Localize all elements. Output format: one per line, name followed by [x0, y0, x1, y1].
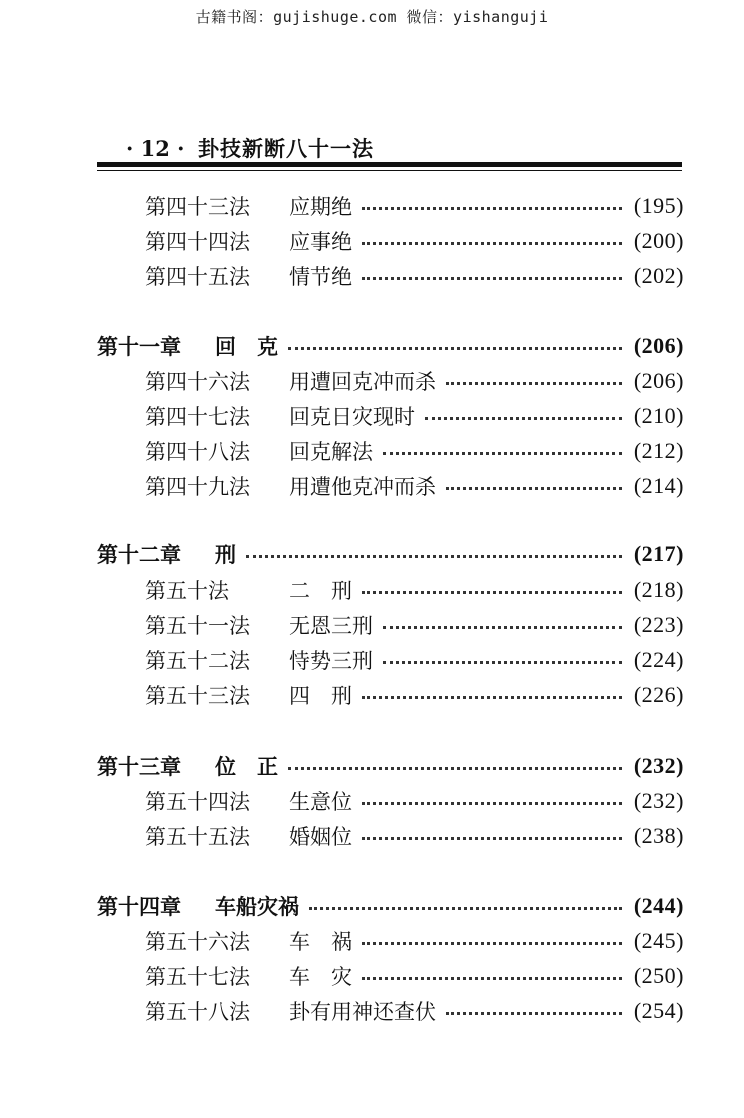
dot-leader — [362, 276, 622, 280]
toc-entry-law-48 — [145, 435, 684, 467]
dot-leader — [383, 660, 622, 664]
dot-leader — [362, 241, 622, 245]
book-title: 卦技新断八十一法 — [198, 136, 374, 161]
dot-leader — [362, 836, 622, 840]
dot-leader — [288, 346, 622, 350]
law-number: 第四十七法 — [145, 405, 250, 429]
toc-entry-chapter-14 — [97, 890, 684, 922]
toc-entry-law-47 — [145, 400, 684, 432]
chapter-title: 回 克 — [215, 334, 278, 359]
page-reference: (254) — [633, 998, 684, 1023]
law-number: 第四十三法 — [145, 195, 250, 219]
toc-entry-law-55 — [145, 820, 684, 852]
dot-leader — [362, 695, 622, 699]
law-title: 情节绝 — [289, 265, 352, 289]
dot-leader — [246, 554, 622, 558]
chapter-number: 第十一章 — [97, 334, 181, 359]
toc-entry-law-45 — [145, 260, 684, 292]
dot-leader — [309, 906, 622, 910]
chapter-title: 位 正 — [215, 754, 278, 779]
law-title: 生意位 — [289, 790, 352, 814]
toc-entry-law-51 — [145, 609, 684, 641]
watermark-text: 古籍书阁：gujishuge.com 微信：yishanguji — [195, 8, 549, 26]
law-number: 第五十五法 — [145, 825, 250, 849]
page-reference: (218) — [633, 577, 684, 602]
page-number: · 12 · — [126, 136, 185, 161]
law-number: 第四十八法 — [145, 440, 250, 464]
toc-entry-law-52 — [145, 644, 684, 676]
chapter-number: 第十二章 — [97, 542, 181, 567]
dot-leader — [446, 381, 622, 385]
law-title: 四 刑 — [289, 684, 352, 708]
page-reference: (224) — [633, 647, 684, 672]
law-number: 第五十八法 — [145, 1000, 250, 1024]
chapter-title: 刑 — [215, 542, 236, 567]
page-reference: (214) — [633, 473, 684, 498]
law-title: 用遭他克冲而杀 — [289, 475, 436, 499]
page-reference: (238) — [633, 823, 684, 848]
law-title: 用遭回克冲而杀 — [289, 370, 436, 394]
toc-entry-law-46 — [145, 365, 684, 397]
law-title: 车 灾 — [289, 965, 352, 989]
dot-leader — [362, 976, 622, 980]
law-number: 第四十四法 — [145, 230, 250, 254]
dot-leader — [288, 766, 622, 770]
page-reference: (232) — [633, 788, 684, 813]
toc-entry-law-54 — [145, 785, 684, 817]
law-title: 婚姻位 — [289, 825, 352, 849]
toc-entry-law-50 — [145, 574, 684, 606]
law-title: 二 刑 — [289, 579, 352, 603]
law-title: 恃势三刑 — [289, 649, 373, 673]
page-reference: (212) — [633, 438, 684, 463]
toc-entry-law-58 — [145, 995, 684, 1027]
page-reference: (206) — [633, 368, 684, 393]
law-number: 第五十法 — [145, 579, 229, 603]
page-reference: (245) — [633, 928, 684, 953]
toc-entry-law-49 — [145, 470, 684, 502]
page-reference: (223) — [633, 612, 684, 637]
toc-entry-law-43 — [145, 190, 684, 222]
dot-leader — [362, 801, 622, 805]
dot-leader — [425, 416, 622, 420]
page-reference: (244) — [633, 893, 684, 918]
law-title: 无恩三刑 — [289, 614, 373, 638]
page-reference: (202) — [633, 263, 684, 288]
law-number: 第四十九法 — [145, 475, 250, 499]
law-number: 第五十四法 — [145, 790, 250, 814]
law-number: 第四十六法 — [145, 370, 250, 394]
toc-entry-chapter-11 — [97, 330, 684, 362]
dot-leader — [383, 451, 622, 455]
toc-entry-law-57 — [145, 960, 684, 992]
law-title: 回克日灾现时 — [289, 405, 415, 429]
toc-entry-law-56 — [145, 925, 684, 957]
page-reference: (226) — [633, 682, 684, 707]
law-number: 第四十五法 — [145, 265, 250, 289]
dot-leader — [362, 941, 622, 945]
dot-leader — [362, 590, 622, 594]
law-number: 第五十七法 — [145, 965, 250, 989]
law-title: 卦有用神还查伏 — [289, 1000, 436, 1024]
dot-leader — [446, 1011, 622, 1015]
dot-leader — [446, 486, 622, 490]
page-reference: (206) — [633, 333, 684, 358]
law-number: 第五十六法 — [145, 930, 250, 954]
dot-leader — [383, 625, 622, 629]
toc-entry-chapter-12 — [97, 538, 684, 570]
toc-entry-law-53 — [145, 679, 684, 711]
law-title: 车 祸 — [289, 930, 352, 954]
law-number: 第五十三法 — [145, 684, 250, 708]
dot-leader — [362, 206, 622, 210]
law-number: 第五十二法 — [145, 649, 250, 673]
chapter-title: 车船灾祸 — [215, 894, 299, 919]
law-number: 第五十一法 — [145, 614, 250, 638]
chapter-number: 第十三章 — [97, 754, 181, 779]
chapter-number: 第十四章 — [97, 894, 181, 919]
page-reference: (232) — [633, 753, 684, 778]
law-title: 回克解法 — [289, 440, 373, 464]
law-title: 应事绝 — [289, 230, 352, 254]
law-title: 应期绝 — [289, 195, 352, 219]
page-reference: (217) — [633, 541, 684, 566]
page-reference: (195) — [633, 193, 684, 218]
toc-entry-law-44 — [145, 225, 684, 257]
page-reference: (250) — [633, 963, 684, 988]
toc-entry-chapter-13 — [97, 750, 684, 782]
page-reference: (200) — [633, 228, 684, 253]
page-reference: (210) — [633, 403, 684, 428]
